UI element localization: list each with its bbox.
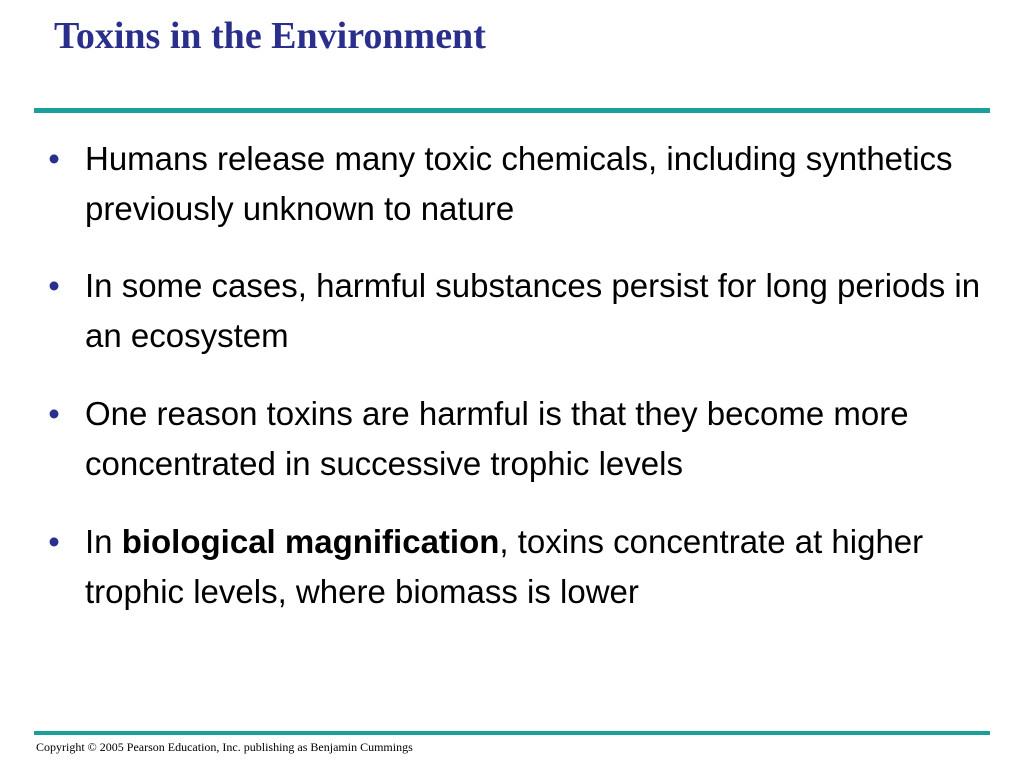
slide-title: Toxins in the Environment [54, 15, 486, 57]
footer-divider [34, 731, 990, 735]
bullet-item [44, 517, 994, 617]
title-divider [34, 108, 990, 113]
key-term: biological magnification [121, 523, 500, 560]
bullet-icon: • [48, 523, 60, 560]
copyright-footer: Copyright © 2005 Pearson Education, Inc. publishing as Benjamin Cummings [36, 740, 413, 754]
bullet-icon: • [48, 395, 60, 432]
bullet-item [44, 134, 994, 234]
bullet-list [44, 134, 994, 645]
bullet-item [44, 261, 994, 361]
bullet-icon: • [48, 140, 60, 177]
bullet-text: Humans release many toxic chemicals, including synthetics previously unknown to nature [85, 140, 953, 227]
bullet-text-suffix: , toxins concentrate at higher trophic levels, where biomass is lower [85, 523, 924, 610]
bullet-item [44, 389, 994, 489]
bullet-icon: • [48, 267, 60, 304]
bullet-text: One reason toxins are harmful is that they become more concentrated in successive trophic levels [85, 395, 909, 482]
bullet-text: In some cases, harmful substances persist for long periods in an ecosystem [85, 267, 981, 354]
bullet-text-prefix: In [85, 523, 122, 560]
